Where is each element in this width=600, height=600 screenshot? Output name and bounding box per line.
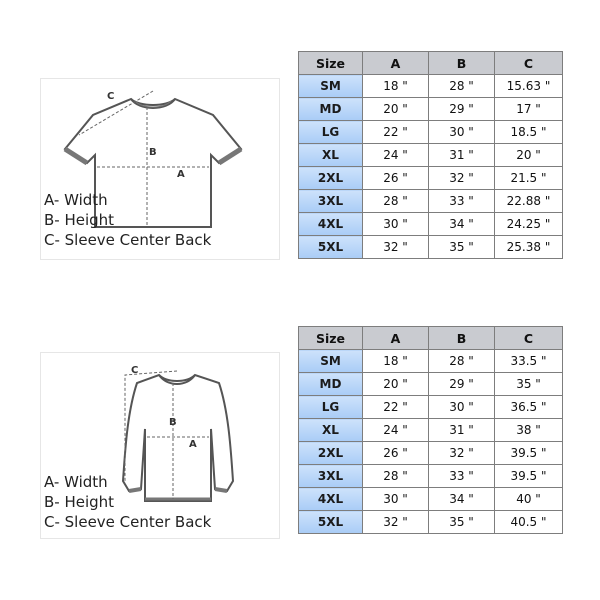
table-header-row (299, 327, 563, 350)
value-b: 32 " (429, 442, 495, 465)
value-a: 18 " (363, 350, 429, 373)
value-a: 20 " (363, 98, 429, 121)
table-row (299, 488, 563, 511)
table-header-row (299, 52, 563, 75)
size-cell: SM (299, 350, 363, 373)
header-size: Size (299, 327, 363, 350)
value-a: 32 " (363, 511, 429, 534)
value-b: 33 " (429, 465, 495, 488)
value-c: 24.25 " (495, 213, 563, 236)
value-b: 31 " (429, 419, 495, 442)
header-c: C (495, 327, 563, 350)
value-a: 24 " (363, 144, 429, 167)
legend-width: A- Width (44, 473, 108, 491)
size-cell: 4XL (299, 213, 363, 236)
value-c: 33.5 " (495, 350, 563, 373)
table-row (299, 350, 563, 373)
table-row (299, 236, 563, 259)
value-c: 39.5 " (495, 442, 563, 465)
table-row (299, 121, 563, 144)
value-a: 30 " (363, 488, 429, 511)
diagram-label-c: C (131, 365, 139, 376)
value-b: 35 " (429, 236, 495, 259)
value-c: 39.5 " (495, 465, 563, 488)
value-b: 28 " (429, 350, 495, 373)
legend-height: B- Height (44, 211, 115, 229)
header-c: C (495, 52, 563, 75)
header-a: A (363, 327, 429, 350)
table-row (299, 511, 563, 534)
value-a: 22 " (363, 396, 429, 419)
diagram-label-a: A (177, 169, 185, 180)
header-a: A (363, 52, 429, 75)
table-row (299, 144, 563, 167)
value-c: 35 " (495, 373, 563, 396)
value-b: 30 " (429, 396, 495, 419)
value-c: 38 " (495, 419, 563, 442)
value-b: 34 " (429, 488, 495, 511)
diagram-label-a: A (189, 439, 197, 450)
value-b: 35 " (429, 511, 495, 534)
table-row (299, 190, 563, 213)
size-chart-long-sleeve (298, 326, 563, 534)
legend-sleeve: C- Sleeve Center Back (44, 231, 212, 249)
value-c: 25.38 " (495, 236, 563, 259)
table-row (299, 465, 563, 488)
table-row (299, 442, 563, 465)
size-cell: 3XL (299, 465, 363, 488)
value-c: 22.88 " (495, 190, 563, 213)
value-b: 28 " (429, 75, 495, 98)
value-b: 34 " (429, 213, 495, 236)
value-c: 36.5 " (495, 396, 563, 419)
size-cell: LG (299, 121, 363, 144)
diagram-label-c: C (107, 91, 115, 102)
size-cell: 3XL (299, 190, 363, 213)
value-c: 20 " (495, 144, 563, 167)
value-a: 24 " (363, 419, 429, 442)
table-row (299, 98, 563, 121)
header-size: Size (299, 52, 363, 75)
value-c: 18.5 " (495, 121, 563, 144)
value-b: 30 " (429, 121, 495, 144)
value-a: 28 " (363, 465, 429, 488)
value-b: 32 " (429, 167, 495, 190)
size-cell: XL (299, 419, 363, 442)
legend-height: B- Height (44, 493, 115, 511)
size-cell: 4XL (299, 488, 363, 511)
value-b: 33 " (429, 190, 495, 213)
size-cell: MD (299, 373, 363, 396)
value-c: 40.5 " (495, 511, 563, 534)
table-row (299, 167, 563, 190)
size-cell: XL (299, 144, 363, 167)
table-row (299, 396, 563, 419)
size-cell: 2XL (299, 167, 363, 190)
value-c: 40 " (495, 488, 563, 511)
value-b: 29 " (429, 98, 495, 121)
table-row (299, 213, 563, 236)
table-row (299, 373, 563, 396)
size-cell: 5XL (299, 511, 363, 534)
value-a: 20 " (363, 373, 429, 396)
value-c: 21.5 " (495, 167, 563, 190)
size-cell: LG (299, 396, 363, 419)
header-b: B (429, 52, 495, 75)
size-chart-short-sleeve (298, 51, 563, 259)
value-c: 15.63 " (495, 75, 563, 98)
legend-width: A- Width (44, 191, 108, 209)
size-cell: SM (299, 75, 363, 98)
value-a: 26 " (363, 442, 429, 465)
size-cell: 5XL (299, 236, 363, 259)
legend-sleeve: C- Sleeve Center Back (44, 513, 212, 531)
diagram-label-b: B (149, 147, 157, 158)
diagram-label-b: B (169, 417, 177, 428)
table-row (299, 419, 563, 442)
value-a: 18 " (363, 75, 429, 98)
value-a: 22 " (363, 121, 429, 144)
value-b: 31 " (429, 144, 495, 167)
value-a: 28 " (363, 190, 429, 213)
header-b: B (429, 327, 495, 350)
value-a: 32 " (363, 236, 429, 259)
value-b: 29 " (429, 373, 495, 396)
value-a: 30 " (363, 213, 429, 236)
table-row (299, 75, 563, 98)
value-a: 26 " (363, 167, 429, 190)
size-cell: MD (299, 98, 363, 121)
value-c: 17 " (495, 98, 563, 121)
size-cell: 2XL (299, 442, 363, 465)
